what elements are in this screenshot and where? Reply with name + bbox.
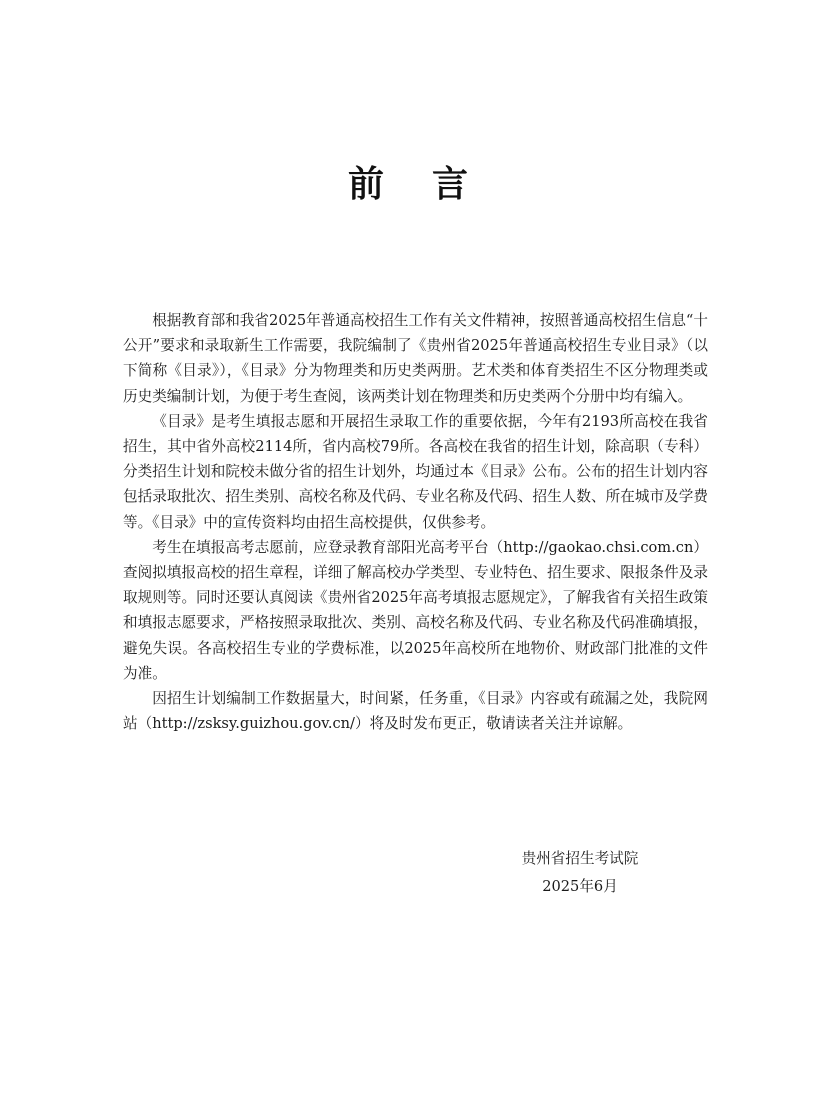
signature-block [490,845,670,901]
body-text [123,308,708,736]
page-title: 前言 [347,164,516,205]
paragraph-application-guidance: 考生在填报高考志愿前，应登录教育部阳光高考平台（http://gaokao.chsi.com.cn）查阅拟填报高校的招生章程，详细了解高校办学类型、专业特色、招生要求、限报条件及录取规则等。同时还要认真阅读《贵州省2025年高考填报志愿规定》，了解我省有关招生政策和填报志愿要求，严格按照录取批次、类别、高校名称及代码、专业名称及代码准确填报，避免失误。各高校招生专业的学费标准，以2025年高校所在地物价、财政部门批准的文件为准。 [123,538,708,682]
signature-date: 2025年6月 [542,878,618,895]
signature-organization: 贵州省招生考试院 [521,850,639,867]
paragraph-catalog-scope: 《目录》是考生填报志愿和开展招生录取工作的重要依据，今年有2193所高校在我省招生，其中省外高校2114所，省内高校79所。各高校在我省的招生计划，除高职（专科）分类招生计划和院校未做分省的招生计划外，均通过本《目录》公布。公布的招生计划内容包括录取批次、招生类别、高校名称及代码、专业名称及代码、招生人数、所在城市及学费等。《目录》中的宣传资料均由招生高校提供，仅供参考。 [123,412,708,531]
paragraph-intro: 根据教育部和我省2025年普通高校招生工作有关文件精神，按照普通高校招生信息“十公开”要求和录取新生工作需要，我院编制了《贵州省2025年普通高校招生专业目录》（以下简称《目录》），《目录》分为物理类和历史类两册。艺术类和体育类招生不区分物理类或历史类编制计划，为便于考生查阅，该两类计划在物理类和历史类两个分册中均有编入。 [123,312,708,405]
paragraph-errata-notice: 因招生计划编制工作数据量大，时间紧，任务重，《目录》内容或有疏漏之处，我院网站（http://zsksy.guizhou.gov.cn/）将及时发布更正，敬请读者关注并谅解。 [123,690,708,733]
